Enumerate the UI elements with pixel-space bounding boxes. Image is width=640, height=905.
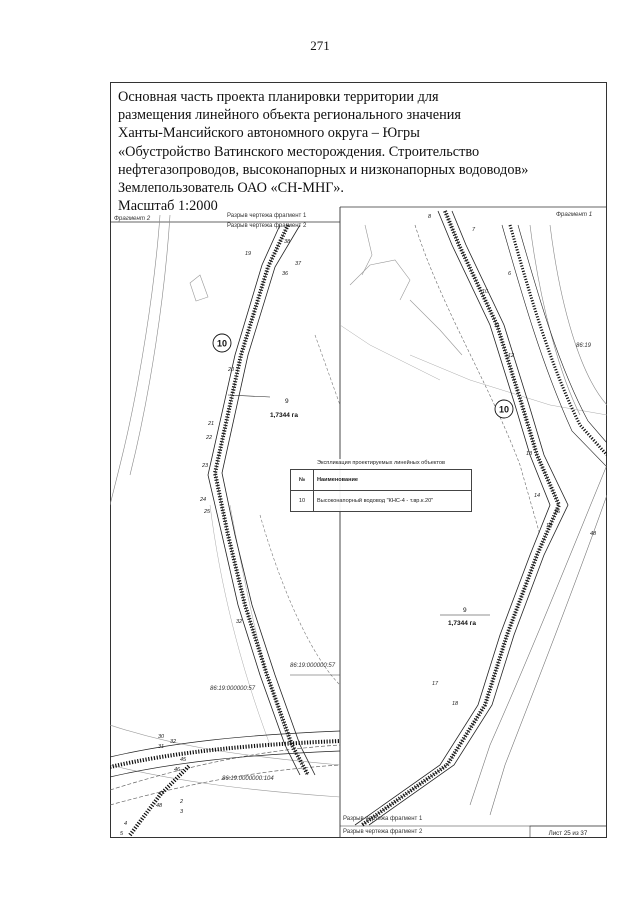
break-label: Разрыв чертежа фрагмент 2 xyxy=(227,223,307,229)
explication-col-name: Наименование xyxy=(314,470,472,491)
vertex-label: 23 xyxy=(202,463,209,469)
vertex-label: 7 xyxy=(472,227,476,233)
explication-col-num: № xyxy=(291,470,314,491)
vertex-label: 47 xyxy=(158,791,165,797)
explication-row-num: 10 xyxy=(291,491,314,512)
parcel-boundary xyxy=(355,211,550,825)
context-line xyxy=(210,505,270,745)
vertex-label: 19 xyxy=(245,251,252,257)
explication-row-name: Высоконапорный водовод "КНС-4 - т.вр.к.20" xyxy=(314,491,472,512)
pipeline-corridor xyxy=(110,741,340,767)
vertex-label: 37 xyxy=(295,261,302,267)
explication-header-row xyxy=(291,470,472,491)
vertex-label: 25 xyxy=(204,509,211,515)
context-line xyxy=(362,225,372,275)
fragment-2-map xyxy=(110,215,340,835)
road-line xyxy=(315,335,340,405)
cadastral-number: 86:19:000000:57 xyxy=(210,686,256,692)
fragment-label: Фрагмент 2 xyxy=(114,215,151,222)
vertex-label: 22 xyxy=(206,435,213,441)
table-row xyxy=(291,491,472,512)
explication-title: Экспликация проектируемых линейных объектов xyxy=(316,460,445,466)
object-marker-number: 10 xyxy=(498,404,510,415)
break-label: Разрыв чертежа фрагмент 1 xyxy=(343,816,423,822)
vertex-label: 20 xyxy=(228,367,235,373)
vertex-label: 17 xyxy=(432,681,439,687)
page-number: 271 xyxy=(310,38,330,53)
parcel-area: 1,7344 га xyxy=(270,412,299,419)
vertex-label: 4 xyxy=(124,821,128,827)
vertex-label: 16 xyxy=(546,523,553,529)
heading-line: Масштаб 1:2000 xyxy=(118,198,218,215)
context-line xyxy=(190,275,208,301)
vertex-label: 15 xyxy=(554,509,561,515)
vertex-label: 24 xyxy=(200,497,207,503)
map-drawing xyxy=(110,205,607,838)
cadastral-number: 86:19 xyxy=(576,343,592,349)
vertex-label: 30 xyxy=(158,734,165,740)
fragment-1-map xyxy=(340,211,607,825)
vertex-label: 48 xyxy=(590,531,597,537)
cadastral-number: 86:19:000000:57 xyxy=(290,663,336,669)
heading-line: нефтегазопроводов, высоконапорных и низконапорных водоводов» xyxy=(118,161,529,178)
vertex-label: 13 xyxy=(526,451,533,457)
parcel-area: 1,7344 га xyxy=(448,620,477,627)
object-marker xyxy=(495,400,513,418)
parcel-number: 9 xyxy=(463,607,467,614)
heading-line: Землепользователь ОАО «СН-МНГ». xyxy=(118,179,344,196)
explication-grid xyxy=(290,469,472,512)
context-line xyxy=(130,215,170,475)
context-line xyxy=(340,325,440,380)
road-line xyxy=(470,465,607,805)
cadastral-number: 86:19:0000000:104 xyxy=(222,776,274,782)
vertex-label: 2 xyxy=(180,799,184,805)
context-line xyxy=(410,300,462,355)
parcel-boundary xyxy=(369,211,568,825)
vertex-label: 8 xyxy=(428,214,432,220)
vertex-label: 45 xyxy=(180,757,187,763)
sheet-label: Лист 25 из 37 xyxy=(548,830,588,837)
vertex-label: 12 xyxy=(508,353,515,359)
parcel-boundary xyxy=(110,751,340,777)
context-line xyxy=(350,260,410,300)
road-line xyxy=(260,515,340,685)
parcel-boundary xyxy=(208,225,300,775)
vertex-label: 18 xyxy=(452,701,459,707)
document-heading xyxy=(118,88,598,215)
vertex-label: 48 xyxy=(156,803,163,809)
break-label: Разрыв чертежа фрагмент 1 xyxy=(227,213,307,219)
vertex-label: 38 xyxy=(284,239,291,245)
break-label: Разрыв чертежа фрагмент 2 xyxy=(343,829,423,835)
parcel-boundary xyxy=(518,225,607,443)
object-marker xyxy=(213,334,231,352)
vertex-label: 31 xyxy=(158,744,165,750)
heading-line: размещения линейного объекта регионального значения xyxy=(118,107,461,124)
vertex-label: 6 xyxy=(508,271,512,277)
parcel-boundary xyxy=(110,731,340,757)
vertex-labels-left xyxy=(120,239,302,837)
vertex-label: 32 xyxy=(170,739,177,745)
vertex-label: 36 xyxy=(282,271,289,277)
object-marker-number: 10 xyxy=(216,338,228,349)
parcel-number: 9 xyxy=(285,398,289,405)
explication-table xyxy=(290,459,472,512)
heading-line: «Обустройство Ватинского месторождения. Строительство xyxy=(118,143,480,160)
vertex-label: 46 xyxy=(174,767,181,773)
vertex-label: 32 xyxy=(236,619,243,625)
vertex-label: 10 xyxy=(482,289,489,295)
heading-line: Ханты-Мансийского автономного округа – Югры xyxy=(118,125,420,142)
vertex-label: 11 xyxy=(494,323,500,329)
heading-line: Основная часть проекта планировки территории для xyxy=(118,89,439,105)
pipeline-corridor xyxy=(510,225,607,455)
leader-line xyxy=(228,395,270,397)
vertex-label: 3 xyxy=(180,809,184,815)
vertex-label: 5 xyxy=(120,831,124,837)
context-line xyxy=(110,215,160,505)
fragment-label: Фрагмент 1 xyxy=(556,211,593,218)
vertex-label: 14 xyxy=(534,493,541,499)
vertex-label: 21 xyxy=(208,421,215,427)
